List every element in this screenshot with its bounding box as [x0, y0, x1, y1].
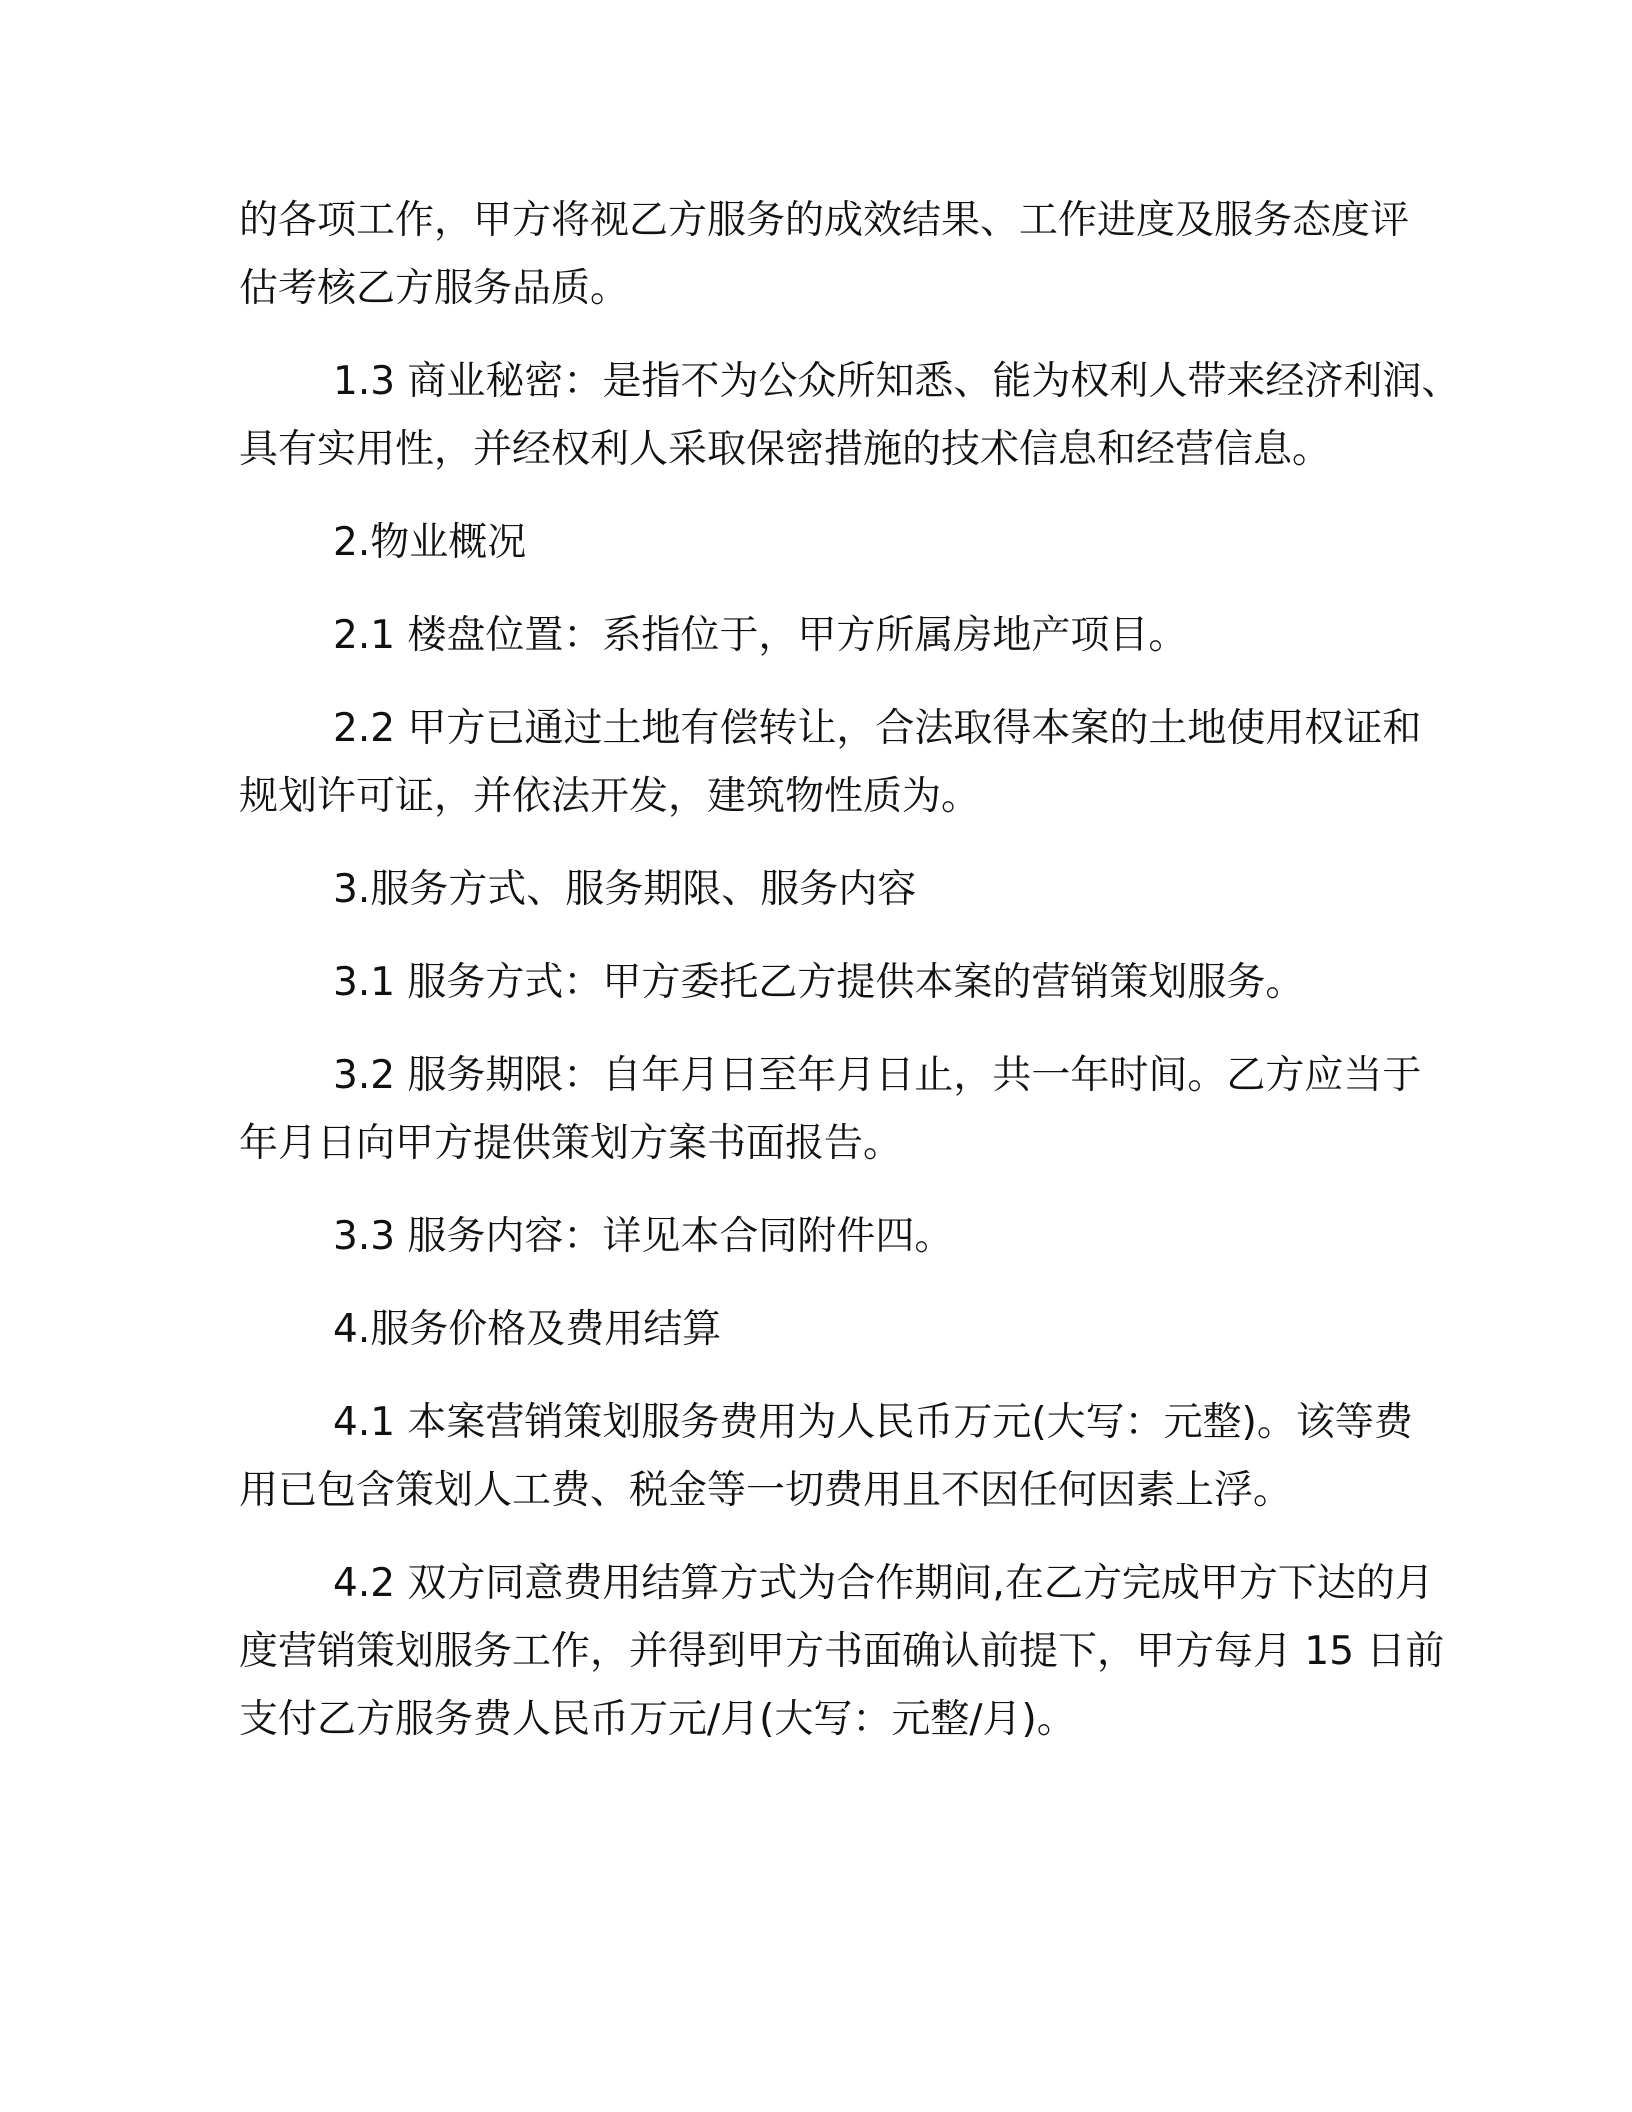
- paragraph-fee-settlement: [239, 1550, 1445, 1754]
- text-line: 的各项工作，甲方将视乙方服务的成效结果、工作进度及服务态度评: [239, 198, 1410, 243]
- text-line: 度营销策划服务工作，并得到甲方书面确认前提下，甲方每月 15 日前: [239, 1629, 1445, 1674]
- section-heading-service-terms: [239, 856, 1409, 924]
- paragraph-trade-secret: [239, 348, 1461, 484]
- text-line: 具有实用性，并经权利人采取保密措施的技术信息和经营信息。: [239, 427, 1332, 472]
- paragraph-service-period: [239, 1042, 1422, 1178]
- heading-text: 3.服务方式、服务期限、服务内容: [333, 867, 917, 912]
- text-line: 用已包含策划人工费、税金等一切费用且不因任何因素上浮。: [239, 1468, 1293, 1513]
- paragraph-land-use-rights: [239, 695, 1422, 831]
- text-line: 4.2 双方同意费用结算方式为合作期间,在乙方完成甲方下达的月: [333, 1561, 1434, 1606]
- text-line: 2.2 甲方已通过土地有偿转让，合法取得本案的土地使用权证和: [333, 706, 1422, 751]
- paragraph-service-fee: [239, 1389, 1413, 1525]
- text-line: 3.2 服务期限：自年月日至年月日止，共一年时间。乙方应当于: [333, 1053, 1422, 1098]
- text-line: 估考核乙方服务品质。: [239, 266, 630, 311]
- paragraph-property-location: [239, 602, 1409, 670]
- document-body: [239, 187, 1461, 1779]
- paragraph-service-method: [239, 949, 1409, 1017]
- text-line: 4.1 本案营销策划服务费用为人民币万元(大写：元整)。该等费: [333, 1400, 1413, 1445]
- heading-text: 2.物业概况: [333, 520, 527, 565]
- heading-text: 4.服务价格及费用结算: [333, 1307, 722, 1352]
- paragraph-service-content: [239, 1203, 1409, 1271]
- section-heading-property-overview: [239, 509, 1409, 577]
- text-line: 年月日向甲方提供策划方案书面报告。: [239, 1121, 903, 1166]
- text-line: 1.3 商业秘密：是指不为公众所知悉、能为权利人带来经济利润、: [333, 359, 1461, 404]
- text-line: 3.1 服务方式：甲方委托乙方提供本案的营销策划服务。: [333, 960, 1305, 1005]
- text-line: 规划许可证，并依法开发，建筑物性质为。: [239, 774, 981, 819]
- text-line: 支付乙方服务费人民币万元/月(大写：元整/月)。: [239, 1697, 1076, 1742]
- paragraph-service-evaluation: [239, 187, 1409, 323]
- text-line: 3.3 服务内容：详见本合同附件四。: [333, 1214, 954, 1259]
- text-line: 2.1 楼盘位置：系指位于，甲方所属房地产项目。: [333, 613, 1188, 658]
- section-heading-price-settlement: [239, 1296, 1409, 1364]
